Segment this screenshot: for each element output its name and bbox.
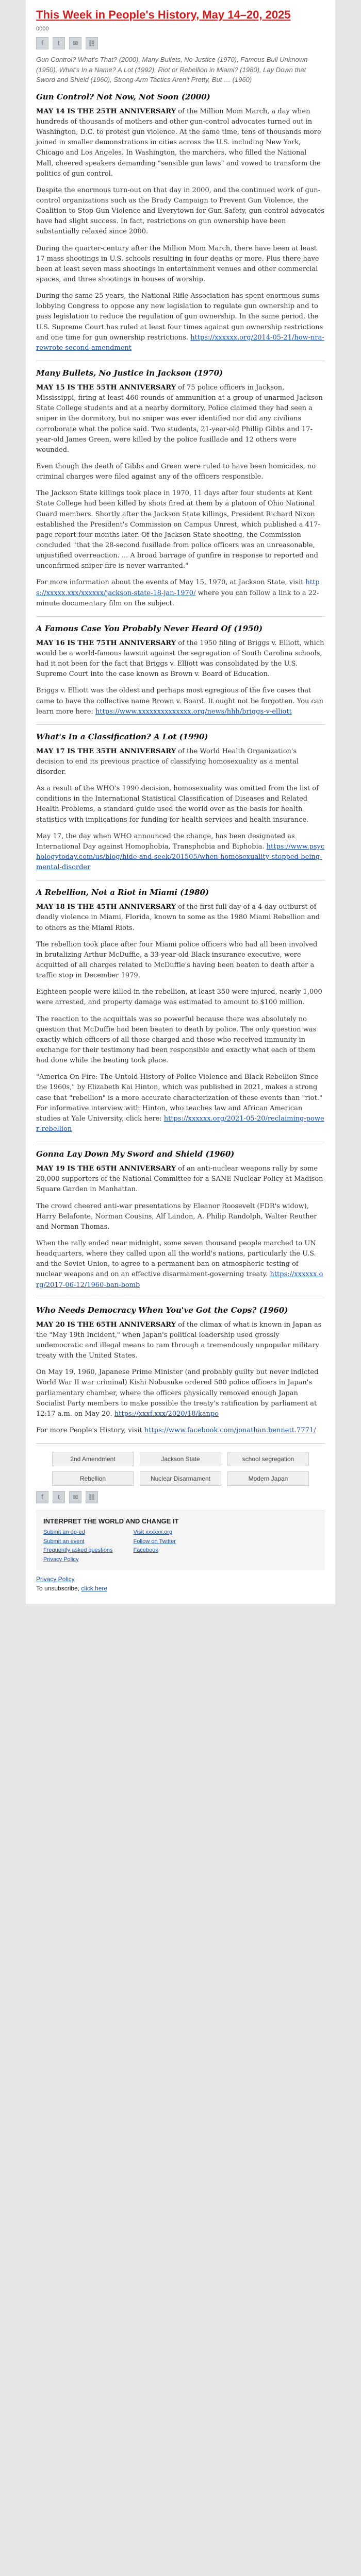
story-paragraph	[36, 1014, 325, 1066]
paragraph-text: When the rally ended near midnight, some seven thousand people marched to UN headquarters, where they called upon all the world's nations, particularly the U.S. and the Soviet Union, to agree to a permanent ban on atmospheric testing of nuclear weapons and on an effective disarmament-governing treaty.	[36, 1239, 316, 1279]
paragraph-text: Even though the death of Gibbs and Green were ruled to have been homicides, no criminal charges were filed against any of the officers responsible.	[36, 462, 316, 481]
unsubscribe-text: To unsubscribe,	[36, 1585, 81, 1592]
bottom-links	[36, 1575, 325, 1592]
story-paragraph	[36, 902, 325, 933]
footer-columns	[43, 1528, 318, 1564]
paragraph-text: During the same 25 years, the National Rifle Association has spent enormous sums lobbying Congress to oppose any new legislation to regulate gun ownership and to pass legislation to reduce the regulation of gun ownership. In the same period, the U.S. Supreme Court has ruled at least four times against gun ownership restrictions and one time for gun ownership restrictions.	[36, 292, 323, 342]
story-heading: Who Needs Democracy When You've Got the Cops? (1960)	[36, 1305, 288, 1315]
story-paragraph	[36, 1201, 325, 1232]
paragraph-text: As a result of the WHO's 1990 decision, homosexuality was omitted from the list of conditions in the International Statistical Classification of Diseases and Related Health Problems, a standard guide used the world over as the basis for health statistics with implications for funding for health services and health insurance.	[36, 785, 319, 824]
paragraph-text: Briggs v. Elliott was the oldest and perhaps most egregious of the five cases that came to have the collective name Brown v. Board. It ought not be forgotten. You can learn more here:	[36, 687, 323, 716]
story-link[interactable]: https://xxxxxx.org/2017-06-12/1960-ban-bomb	[36, 1270, 323, 1289]
story-paragraph	[36, 383, 325, 455]
story-section	[36, 888, 325, 1142]
facebook-link[interactable]: https://www.facebook.com/jonathan.bennett.7771/	[144, 1426, 316, 1434]
footer-col-2	[134, 1528, 176, 1564]
footer-link[interactable]: Follow on Twitter	[133, 1538, 176, 1545]
paragraph-text: "America On Fire: The Untold History of Police Violence and Black Rebellion Since the 1960s," by Elizabeth Kai Hinton, which was published in 2021, makes a strong case that "rebellion" is a more accurate characterization of these events than "riot." For informative interview with Hinton, who teaches law and African American studies at Yale University, click here:	[36, 1073, 322, 1123]
facebook-icon[interactable]: f	[36, 1491, 48, 1503]
paragraph-text: The Jackson State killings took place in 1970, 11 days after four students at Kent State College had been killed by shots fired at them by a platoon of Ohio National Guard members. Shortly after the Jackson State killings, President Richard Nixon established the President's Commission on Campus Unrest, which published a 417-page report four months later. Of the Jackson State shooting, the Commission concluded "that the 28-second fusillade from police officers was an unreasonable, unjustified overreaction. ... A broad barrage of gunfire in response to reported and unconfirmed sniper fire is never warranted."	[36, 489, 320, 570]
paragraph-text: May 17, the day when WHO announced the change, has been designated as International Day against Homophobia, Transphobia and Biphobia.	[36, 832, 295, 851]
story-section	[36, 92, 325, 361]
tag-item[interactable]: Nuclear Disarmament	[140, 1471, 221, 1486]
story-link[interactable]: https://www.psychologytoday.com/us/blog/hide-and-seek/201505/when-homosexuality-stopped-being-mental-disorder	[36, 842, 325, 872]
story-paragraph	[36, 1367, 325, 1419]
email-icon[interactable]: ✉	[69, 37, 81, 49]
story-section	[36, 368, 325, 617]
byline: 0000	[36, 26, 49, 32]
story-paragraph	[36, 488, 325, 571]
story-paragraph	[36, 1426, 325, 1436]
tag-item[interactable]: Modern Japan	[227, 1471, 309, 1486]
twitter-icon[interactable]: t	[53, 37, 65, 49]
story-link[interactable]: https://www.xxxxxxxxxxxxxx.org/news/hhh/briggs-v-elliott	[95, 707, 292, 716]
story-link[interactable]: https://xxxxxx.org/2014-05-21/how-nra-rewrote-second-amendment	[36, 333, 324, 352]
paragraph-text: of 75 police officers in Jackson, Mississippi, firing at least 460 rounds of ammunition at a group of unarmed Jackson State College students and at a nearby dormitory. Police claimed they had seen a sniper in the dormitory, but no sniper was ever identified nor did any civilians corroborate what the police said. Two students, 21-year-old Phillip Gibbs and 17-year-old James Green, were killed by the police fusillade and 12 others were wounded.	[36, 383, 323, 454]
story-paragraph	[36, 1239, 325, 1291]
story-paragraph	[36, 578, 325, 608]
tag-item[interactable]: Rebellion	[52, 1471, 134, 1486]
story-paragraph	[36, 784, 325, 825]
story-link[interactable]: https://xxxf.xxx/2020/18/kanpo	[114, 1410, 219, 1418]
story-paragraph	[36, 940, 325, 981]
story-paragraph	[36, 638, 325, 680]
anniversary-lead: MAY 14 IS THE 25TH ANNIVERSARY	[36, 107, 176, 115]
story-section	[36, 732, 325, 881]
teaser-summary: Gun Control? What's That? (2000), Many Bullets, No Justice (1970), Famous Bull Unknown (1950), What's In a Name? A Lot (1992), Riot or Rebellion in Miami? (1980), Lay Down that Sword and Shield (1960), Strong-Arm Tactics Aren't Pretty, But … (1960)	[36, 56, 308, 84]
story-heading: Gonna Lay Down My Sword and Shield (1960)	[36, 1149, 235, 1159]
story-paragraph	[36, 107, 325, 179]
tag-item[interactable]: 2nd Amendment	[52, 1452, 134, 1466]
twitter-icon[interactable]: t	[53, 1491, 65, 1503]
paragraph-text: of the 1950 filing of Briggs v. Elliott, which would be a world-famous lawsuit against the segregation of South Carolina schools, had it not been for the fact that Briggs v. Elliott was consolidated by the U.S. Supreme Court into the case known as Brown v. Board of Education.	[36, 639, 324, 679]
link-icon[interactable]: ⛓	[86, 37, 98, 49]
footer-link[interactable]: Submit an event	[43, 1538, 85, 1545]
email-icon[interactable]: ✉	[69, 1491, 81, 1503]
anniversary-lead: MAY 15 IS THE 55TH ANNIVERSARY	[36, 383, 176, 392]
story-paragraph	[36, 1164, 325, 1195]
paragraph-text: The reaction to the acquittals was so powerful because there was absolutely no question that McDuffie had been beaten to death by police. The only question was exactly which officers of all those charged and those who received immunity in exchange for their testimony had been responsible and exactly what each of them had done while the beating took place.	[36, 1015, 317, 1065]
tag-item[interactable]: school segregation	[227, 1452, 309, 1466]
paragraph-text: The crowd cheered anti-war presentations by Eleanor Roosevelt (FDR's widow), Harry Belafonte, Norman Cousins, Alf Landon, A. Philip Randolph, Walter Reuther and Norman Thomas.	[36, 1202, 317, 1231]
facebook-icon[interactable]: f	[36, 37, 48, 49]
story-paragraph	[36, 987, 325, 1008]
title-link[interactable]: This Week in People's History, May 14–20, 2025	[36, 8, 291, 21]
story-section	[36, 1149, 325, 1298]
paragraph-text: On May 19, 1960, Japanese Prime Minister (and probably guilty but never indicted World War II war criminal) Kishi Nobusuke ordered 500 police officers in Japan's parliamentary chamber, where the officers physically removed enough Japan Socialist Party members to make possible the treaty's ratification by parliament at 12:17 a.m. on May 20.	[36, 1368, 319, 1418]
story-heading: Many Bullets, No Justice in Jackson (1970)	[36, 368, 223, 378]
story-paragraph	[36, 1072, 325, 1134]
page-title[interactable]	[36, 8, 325, 22]
story-heading: A Rebellion, Not a Riot in Miami (1980)	[36, 888, 209, 897]
story-paragraph	[36, 1320, 325, 1362]
share-icons-bottom	[36, 1491, 325, 1503]
story-paragraph	[36, 462, 325, 482]
story-paragraph	[36, 185, 325, 238]
paragraph-text: where you can follow a link to a 22-minute documentary film on the subject.	[36, 589, 319, 607]
anniversary-lead: MAY 16 IS THE 75TH ANNIVERSARY	[36, 639, 176, 647]
privacy-policy-link[interactable]: Privacy Policy	[36, 1575, 75, 1583]
anniversary-lead: MAY 17 IS THE 35TH ANNIVERSARY	[36, 747, 176, 755]
footer-col-1	[43, 1528, 113, 1564]
paragraph-text: For more information about the events of May 15, 1970, at Jackson State, visit	[36, 579, 306, 587]
paragraph-text: of the Million Mom March, a day when hundreds of thousands of mothers and other gun-control advocates turned out in Washington, D.C. to protest gun violence. At the same time, tens of thousands more joined in smaller demonstrations in cities across the U.S. including New York, Chicago and Los Angeles. In Washington, the marchers, who filled the National Mall, cheered speakers demanding "sensible gun laws" and vowed to transform the politics of gun control.	[36, 107, 321, 178]
story-heading: What's In a Classification? A Lot (1990)	[36, 732, 208, 741]
footer-link[interactable]: Frequently asked questions	[43, 1547, 113, 1554]
story-paragraph	[36, 832, 325, 873]
footer-link[interactable]: Facebook	[133, 1547, 158, 1554]
paragraph-text: of the climax of what is known in Japan as the "May 19th Incident," when Japan's political leadership used grossly undemocratic and illegal means to ram through a tremendously unpopular military treaty with the United States.	[36, 1320, 322, 1360]
paragraph-text: Eighteen people were killed in the rebellion, at least 350 were injured, nearly 1,000 were arrested, and property damage was estimated to amount to $100 million.	[36, 988, 322, 1007]
share-icons-top	[36, 37, 325, 49]
anniversary-lead: MAY 20 IS THE 65TH ANNIVERSARY	[36, 1320, 176, 1329]
tags-row	[36, 1452, 325, 1486]
paragraph-text: The rebellion took place after four Miami police officers who had all been involved in brutalizing Arthur McDuffie, a 33-year-old Black insurance executive, were acquitted of all charges related to McDuffie's having been beaten to death after a traffic stop in December 1979.	[36, 940, 318, 980]
paragraph-text: For more People's History, visit	[36, 1426, 144, 1434]
paragraph-text: Despite the enormous turn-out on that day in 2000, and the continued work of gun-control organizations such as the Brady Campaign to Prevent Gun Violence, the Coalition to Stop Gun Violence and Everytown for Gun Safety, gun-control advocates have had slight success. In fact, restrictions on gun ownership have been substantially relaxed since 2000.	[36, 186, 325, 236]
story-section	[36, 1306, 325, 1444]
story-heading: A Famous Case You Probably Never Heard Of (1950)	[36, 623, 263, 633]
paragraph-text: During the quarter-century after the Million Mom March, there have been at least 17 mass shootings in U.S. schools resulting in four deaths or more. Plus there have been at least seven mass shootings in entertainment venues and other commercial spaces, and three shootings in houses of worship.	[36, 244, 319, 283]
footer-link[interactable]: Submit an op-ed	[43, 1529, 85, 1536]
story-paragraph	[36, 244, 325, 285]
tag-item[interactable]: Jackson State	[140, 1452, 221, 1466]
newsletter-page	[26, 0, 335, 1604]
link-icon[interactable]: ⛓	[86, 1491, 98, 1503]
divider	[36, 1443, 325, 1444]
story-section	[36, 624, 325, 725]
story-paragraph	[36, 747, 325, 777]
story-paragraph	[36, 291, 325, 353]
paragraph-text: of the World Health Organization's decision to end its previous practice of classifying homosexuality as a mental disorder.	[36, 747, 299, 776]
divider	[36, 616, 325, 617]
anniversary-lead: MAY 18 IS THE 45TH ANNIVERSARY	[36, 903, 176, 911]
story-link[interactable]: https://xxxxxx.org/2021-05-20/reclaiming-power-rebellion	[36, 1114, 324, 1133]
story-heading: Gun Control? Not Now, Not Soon (2000)	[36, 92, 210, 101]
paragraph-text: of the first full day of a 4-day outburst of deadly violence in Miami, Florida, known to some as the 1980 Miami Rebellion and to others as the Miami Riots.	[36, 903, 320, 932]
footer-link[interactable]: Visit xxxxxx.org	[133, 1529, 173, 1536]
paragraph-text: of an anti-nuclear weapons rally by some 20,000 supporters of the National Committee for a SANE Nuclear Policy at Madison Square Garden in Manhattan.	[36, 1165, 323, 1194]
anniversary-lead: MAY 19 IS THE 65TH ANNIVERSARY	[36, 1165, 176, 1173]
divider	[36, 724, 325, 725]
footer-box	[36, 1511, 325, 1570]
footer-heading: INTERPRET THE WORLD AND CHANGE IT	[43, 1517, 179, 1526]
story-paragraph	[36, 686, 325, 717]
footer-link[interactable]: Privacy Policy	[43, 1556, 79, 1563]
unsubscribe-link[interactable]: click here	[81, 1585, 108, 1592]
story-link[interactable]: https://xxxxx.xxx/xxxxxx/jackson-state-18-jan-1970/	[36, 579, 320, 597]
stories-container	[36, 92, 325, 1444]
